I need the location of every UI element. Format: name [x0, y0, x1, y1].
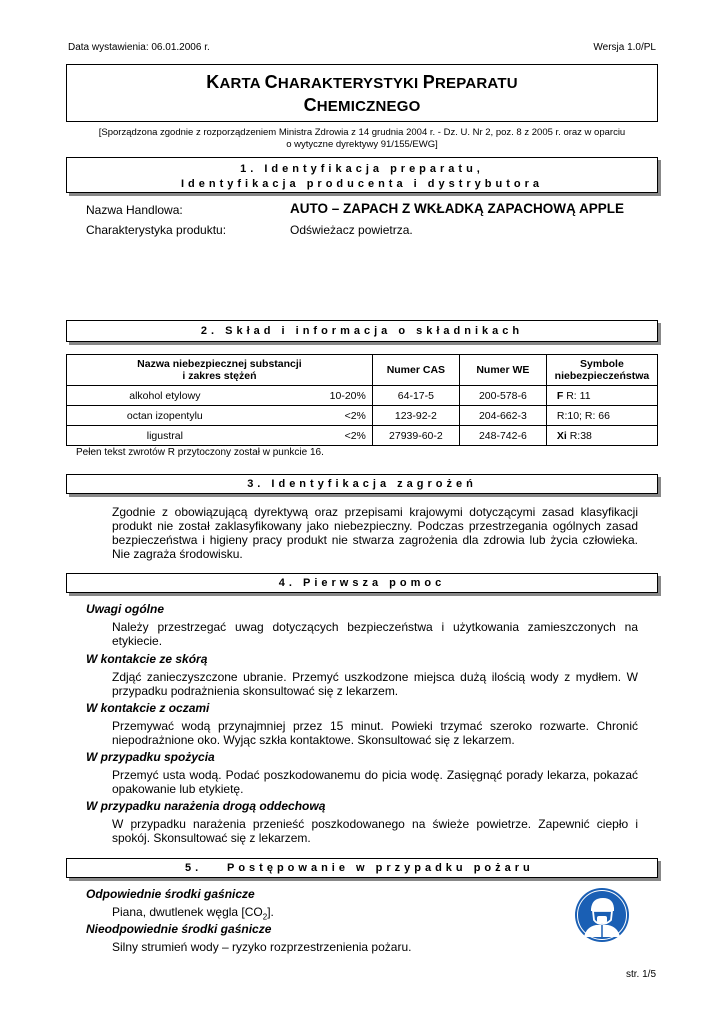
section4-heading: 4. Pierwsza pomoc: [66, 573, 658, 593]
regulation-note: [Sporządzona zgodnie z rozporządzeniem Ministra Zdrowia z 14 grudnia 2004 r. - Dz. U. Nr 2, poz. 8 z 2005 r. oraz w oparciu o wytyczne dyrektywy 91/155/EWG]: [98, 127, 626, 150]
composition-table: [66, 354, 658, 446]
table-header-row: [67, 355, 658, 386]
document-title-line1: KARTA CHARAKTERYSTYKI PREPARATU: [206, 72, 518, 92]
first-aid-general-title: Uwagi ogólne: [86, 602, 164, 616]
section3-heading: 3. Identyfikacja zagrożeń: [66, 474, 658, 494]
trade-name-value: AUTO – ZAPACH Z WKŁADKĄ ZAPACHOWĄ APPLE: [290, 201, 624, 216]
table-row: octan izopentylu <2% 123-92-2 204-662-3 R:10; R: 66: [67, 406, 658, 426]
first-aid-skin-text: Zdjąć zanieczyszczone ubranie. Przemyć uszkodzone miejsca dużą ilością wody z mydłem. W przypadku podrażnienia skonsultować się z lekarzem.: [112, 670, 638, 698]
composition-footnote: Pełen tekst zwrotów R przytoczony został w punkcie 16.: [76, 447, 324, 458]
first-aid-ingestion-text: Przemyć usta wodą. Podać poszkodowanemu do picia wodę. Zasięgnąć porady lekarza, pokazać opakowanie lub etykietę.: [112, 768, 638, 796]
table-row: alkohol etylowy 10-20% 64-17-5 200-578-6 F R: 11: [67, 386, 658, 406]
col-we: Numer WE: [459, 355, 546, 386]
first-aid-inhalation-title: W przypadku narażenia drogą oddechową: [86, 799, 326, 813]
first-aid-eyes-title: W kontakcie z oczami: [86, 701, 210, 715]
section5-number: 5.: [185, 862, 203, 874]
section5-title: Postępowanie w przypadku pożaru: [227, 862, 534, 874]
issue-date: Data wystawienia: 06.01.2006 r.: [68, 42, 210, 53]
first-aid-general-text: Należy przestrzegać uwag dotyczących bezpieczeństwa i użytkowania zamieszczonych na etykiecie.: [112, 620, 638, 648]
title-box: [66, 64, 658, 122]
trade-name-label: Nazwa Handlowa:: [86, 203, 183, 217]
unsuitable-extinguishing-text: Silny strumień wody – ryzyko rozprzestrzenienia pożaru.: [112, 940, 412, 954]
protective-equipment-icon: [574, 887, 630, 943]
col-symbols: Symbole niebezpieczeństwa: [546, 355, 657, 386]
section5-heading: [66, 858, 658, 878]
col-substance: Nazwa niebezpiecznej substancji i zakres stężeń: [67, 355, 373, 386]
product-char-value: Odświeżacz powietrza.: [290, 223, 413, 237]
first-aid-eyes-text: Przemywać wodą przynajmniej przez 15 minut. Powieki trzymać szeroko rozwarte. Chronić niepodrażnione oko. Wyjąc szkła kontaktowe. Skonsultować się z lekarzem.: [112, 719, 638, 747]
first-aid-skin-title: W kontakcie ze skórą: [86, 652, 208, 666]
section1-heading: 1. Identyfikacja preparatu, Identyfikacja producenta i dystrybutora: [66, 157, 658, 193]
col-cas: Numer CAS: [372, 355, 459, 386]
first-aid-inhalation-text: W przypadku narażenia przenieść poszkodowanego na świeże powietrze. Zapewnić ciepło i spokój. Skonsultować się z lekarzem.: [112, 817, 638, 845]
suitable-extinguishing-text: Piana, dwutlenek węgla $[CO_2]$.: [112, 905, 274, 922]
first-aid-ingestion-title: W przypadku spożycia: [86, 750, 215, 764]
hazards-text: Zgodnie z obowiązującą dyrektywą oraz przepisami krajowymi dotyczącymi zasad klasyfikacji produkt nie został zaklasyfikowany jako niebezpieczny. Podczas przestrzegania ogólnych zasad bezpieczeństwa i higieny pracy produkt nie stwarza zagrożenia dla zdrowia lub życia człowieka. Nie zagraża środowisku.: [112, 505, 638, 561]
table-row: ligustral <2% 27939-60-2 248-742-6 Xi R:38: [67, 426, 658, 446]
product-char-label: Charakterystyka produktu:: [86, 223, 227, 237]
section2-heading: 2. Skład i informacja o składnikach: [66, 320, 658, 342]
suitable-extinguishing-title: Odpowiednie środki gaśnicze: [86, 887, 255, 901]
unsuitable-extinguishing-title: Nieodpowiednie środki gaśnicze: [86, 922, 272, 936]
version: Wersja 1.0/PL: [593, 42, 656, 53]
page-number: str. 1/5: [625, 969, 656, 980]
document-title-line2: CHEMICZNEGO: [303, 95, 421, 115]
